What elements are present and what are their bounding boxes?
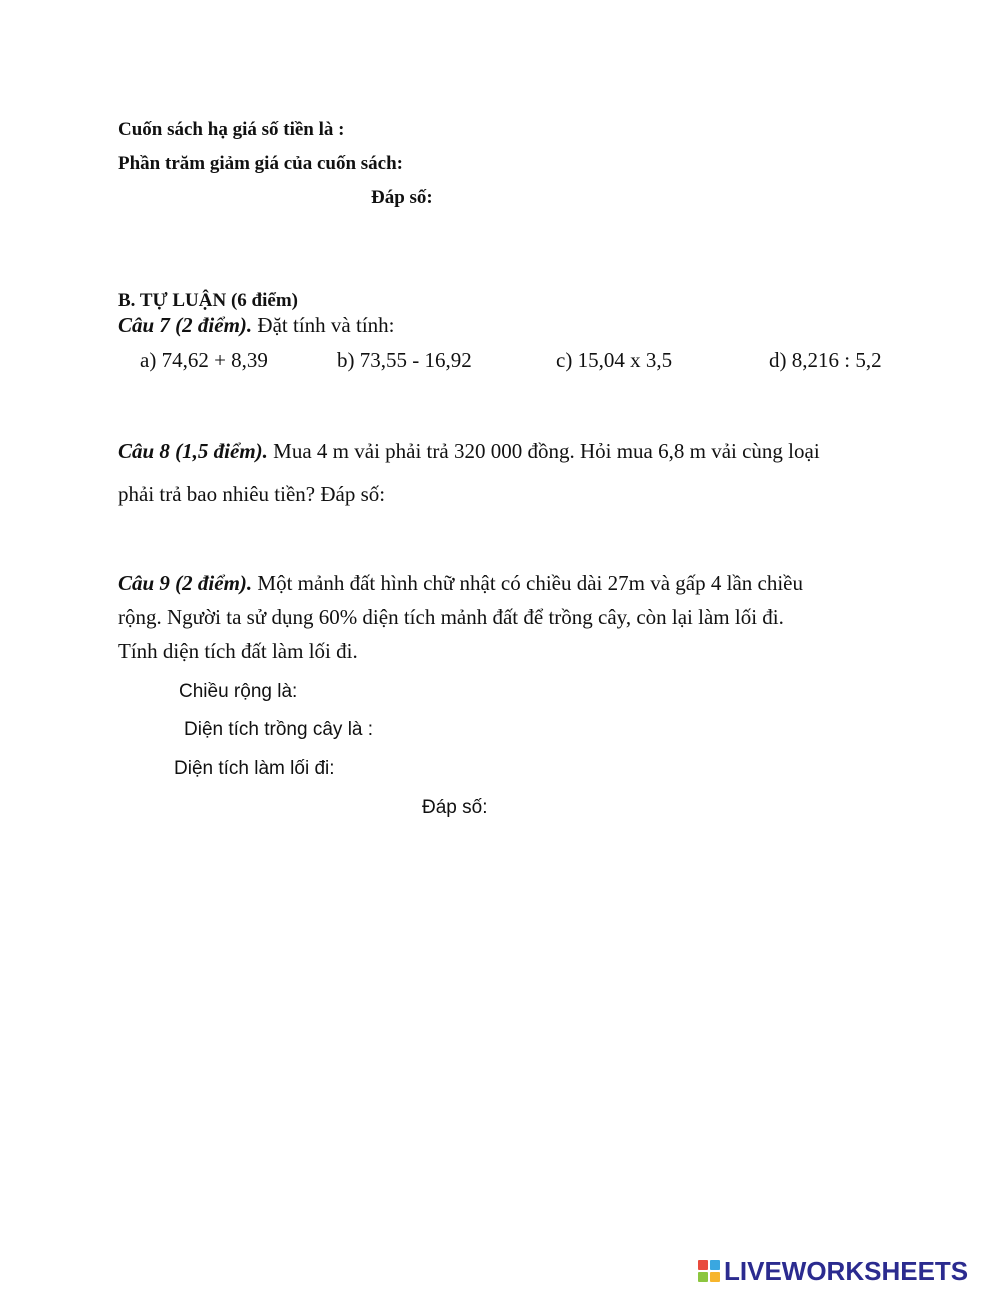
question7-text: Đặt tính và tính:: [252, 313, 395, 337]
question9-line2: rộng. Người ta sử dụng 60% diện tích mảnh đất để trồng cây, còn lại làm lối đi.: [118, 605, 784, 629]
question8-text-1: Mua 4 m vải phải trả 320 000 đồng. Hỏi mua 6,8 m vải cùng loại: [267, 439, 820, 463]
question7-item-b: b) 73,55 - 16,92: [337, 348, 472, 372]
question9-line3: Tính diện tích đất làm lối đi.: [118, 639, 358, 663]
question7-item-a: a) 74,62 + 8,39: [140, 348, 268, 372]
liveworksheets-logo: [698, 1256, 968, 1286]
width-label: Chiều rộng là:: [179, 681, 298, 702]
logo-block: [698, 1260, 708, 1270]
section-b-heading: B. TỰ LUẬN (6 điểm): [118, 290, 298, 311]
question7-item-c: c) 15,04 x 3,5: [556, 348, 673, 372]
top-answer-label: Đáp số:: [371, 187, 433, 208]
question7-line: [118, 313, 395, 338]
logo-block: [698, 1272, 708, 1282]
question7-item-d: d) 8,216 : 5,2: [769, 348, 882, 372]
logo-block: [710, 1272, 720, 1282]
logo-blocks-icon: [698, 1260, 720, 1282]
top-line-discount-percent: Phần trăm giảm giá của cuốn sách:: [118, 153, 403, 174]
planting-area-label: Diện tích trồng cây là :: [184, 719, 374, 740]
logo-block: [710, 1260, 720, 1270]
question7-label: Câu 7 (2 điểm).: [118, 313, 253, 337]
question9-text-1: Một mảnh đất hình chữ nhật có chiều dài 27m và gấp 4 lần chiều: [252, 571, 803, 595]
path-area-label: Diện tích làm lối đi:: [174, 758, 335, 779]
final-answer-label: Đáp số:: [422, 797, 488, 818]
question9-label: Câu 9 (2 điểm).: [118, 571, 253, 595]
brand-name: LIVEWORKSHEETS: [724, 1255, 969, 1286]
top-line-discount-amount: Cuốn sách hạ giá số tiền là :: [118, 119, 345, 140]
question8-line2: phải trả bao nhiêu tiền? Đáp số:: [118, 482, 386, 506]
question9-line1: [118, 571, 803, 596]
question8-line1: [118, 439, 820, 464]
question8-label: Câu 8 (1,5 điểm).: [118, 439, 268, 463]
